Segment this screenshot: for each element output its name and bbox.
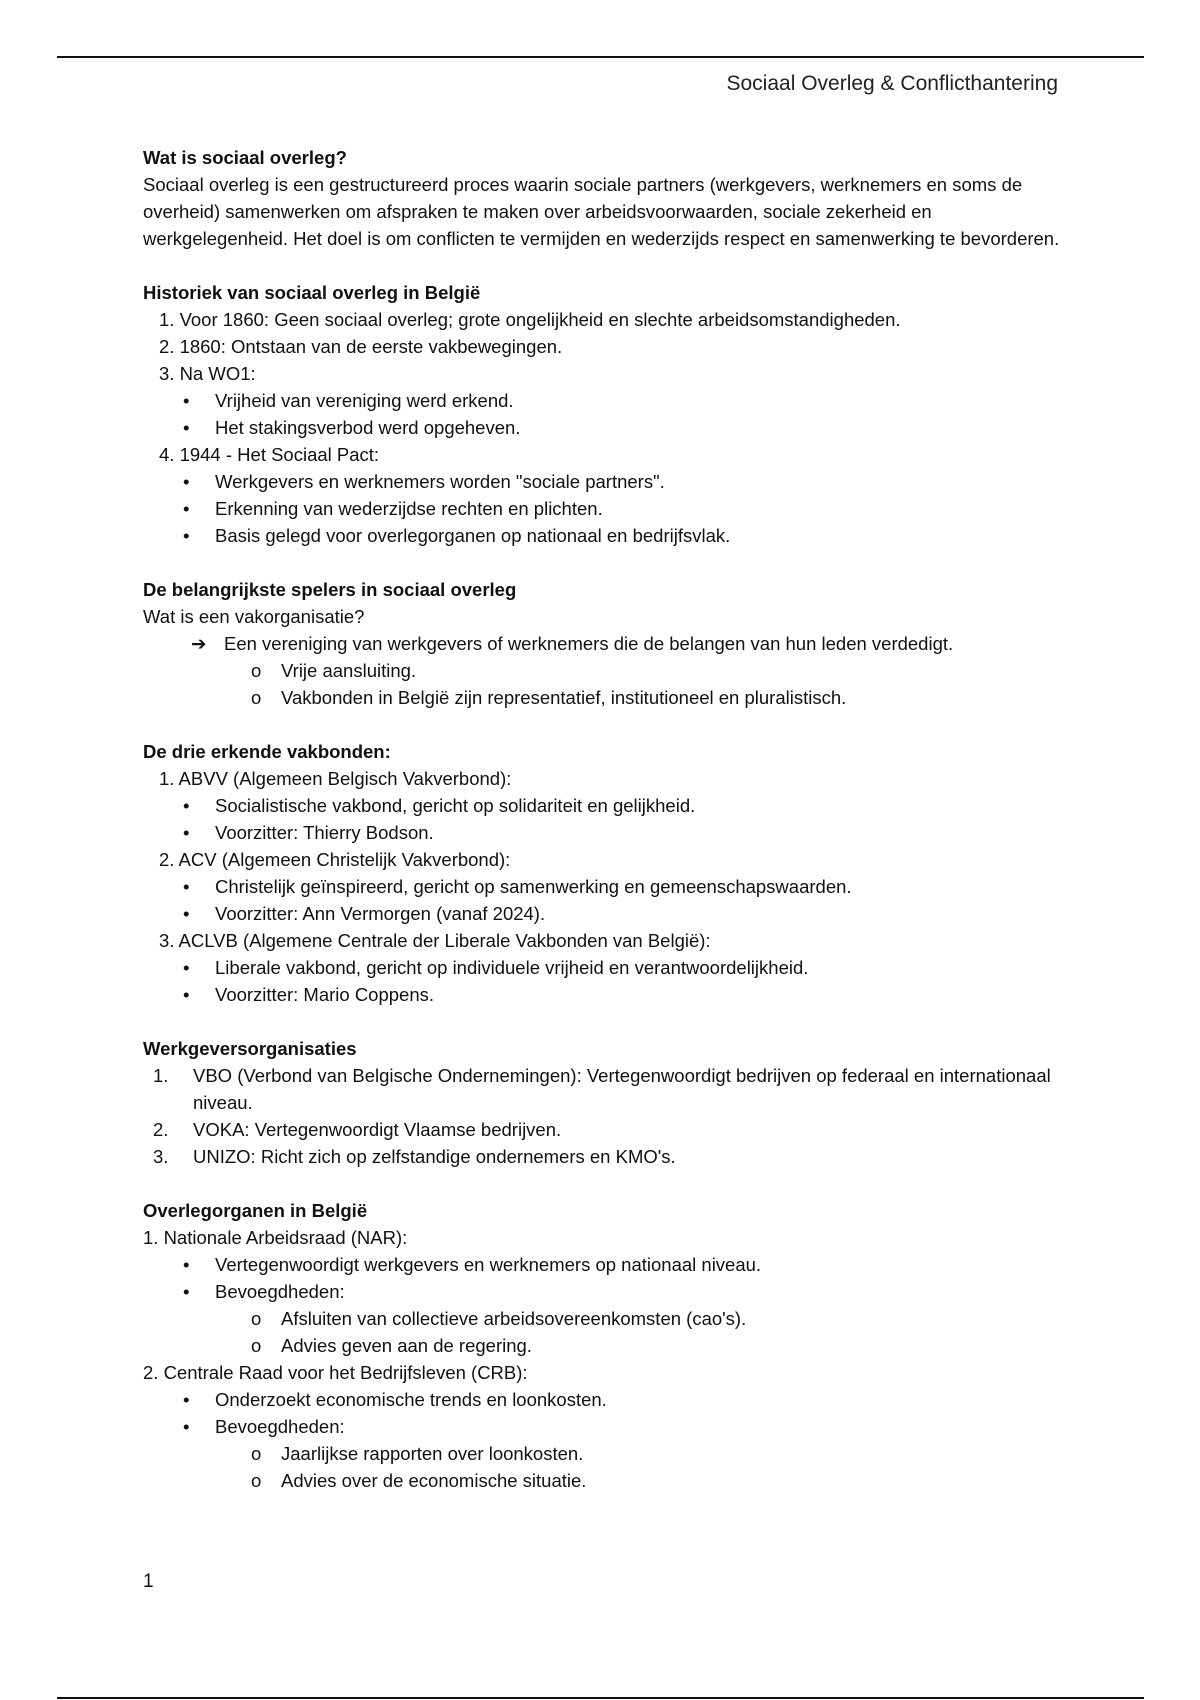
- section-bodies: [143, 1197, 1063, 1494]
- bullet-icon: •: [183, 876, 190, 897]
- sub-bullet-item: o Vrije aansluiting.: [143, 657, 1063, 684]
- list-item: 3. UNIZO: Richt zich op zelfstandige ondernemers en KMO's.: [153, 1146, 676, 1167]
- bullet-icon: •: [183, 957, 190, 978]
- bullet-icon: •: [183, 903, 190, 924]
- bullet-icon: •: [183, 390, 190, 411]
- section-heading: Historiek van sociaal overleg in België: [143, 282, 481, 303]
- list-item: 2. 1860: Ontstaan van de eerste vakbewegingen.: [159, 336, 563, 357]
- list-item: 1. VBO (Verbond van Belgische Ondernemingen): Vertegenwoordigt bedrijven op federaal en internationaal niveau.: [153, 1065, 1051, 1113]
- bullet-item: • Erkenning van wederzijdse rechten en plichten.: [143, 495, 1063, 522]
- list-item: 3. ACLVB (Algemene Centrale der Liberale Vakbonden van België):: [159, 930, 711, 951]
- bullet-item: • Voorzitter: Thierry Bodson.: [143, 819, 1063, 846]
- arrow-item: ➔ Een vereniging van werkgevers of werknemers die de belangen van hun leden verdedigt.: [143, 630, 1063, 657]
- bullet-icon: •: [183, 795, 190, 816]
- section-history: [143, 279, 1063, 549]
- section-heading: De belangrijkste spelers in sociaal overleg: [143, 579, 517, 600]
- page-number: 1: [143, 1571, 154, 1592]
- bullet-icon: •: [183, 1281, 190, 1302]
- section-heading: De drie erkende vakbonden:: [143, 741, 391, 762]
- arrow-right-icon: ➔: [191, 633, 207, 654]
- bullet-item: • Christelijk geïnspireerd, gericht op samenwerking en gemeenschapswaarden.: [143, 873, 1063, 900]
- document-body: [143, 144, 1063, 1521]
- bullet-icon: •: [183, 1416, 190, 1437]
- question: Wat is een vakorganisatie?: [143, 606, 365, 627]
- bullet-item: • Vrijheid van vereniging werd erkend.: [143, 387, 1063, 414]
- bullet-item: • Voorzitter: Ann Vermorgen (vanaf 2024).: [143, 900, 1063, 927]
- bullet-icon: •: [183, 471, 190, 492]
- list-item: 2. Centrale Raad voor het Bedrijfsleven (CRB):: [143, 1362, 528, 1383]
- sub-bullet-item: o Advies over de economische situatie.: [143, 1467, 1063, 1494]
- bullet-icon: •: [183, 525, 190, 546]
- section-what-is: [143, 144, 1063, 252]
- bullet-icon: •: [183, 984, 190, 1005]
- list-item: 1. Nationale Arbeidsraad (NAR):: [143, 1227, 408, 1248]
- bullet-item: • Bevoegdheden:: [143, 1278, 1063, 1305]
- section-employers: [143, 1035, 1063, 1170]
- bullet-item: • Werkgevers en werknemers worden "sociale partners".: [143, 468, 1063, 495]
- bullet-item: • Het stakingsverbod werd opgeheven.: [143, 414, 1063, 441]
- bullet-item: • Socialistische vakbond, gericht op solidariteit en gelijkheid.: [143, 792, 1063, 819]
- bottom-rule: [57, 1697, 1144, 1699]
- sub-bullet-item: o Afsluiten van collectieve arbeidsovereenkomsten (cao's).: [143, 1305, 1063, 1332]
- top-rule: [57, 56, 1144, 58]
- circle-bullet-icon: o: [251, 660, 262, 681]
- sub-bullet-item: o Jaarlijkse rapporten over loonkosten.: [143, 1440, 1063, 1467]
- sub-bullet-item: o Vakbonden in België zijn representatief, institutioneel en pluralistisch.: [143, 684, 1063, 711]
- sub-bullet-item: o Advies geven aan de regering.: [143, 1332, 1063, 1359]
- list-item: 2. VOKA: Vertegenwoordigt Vlaamse bedrijven.: [153, 1119, 562, 1140]
- section-heading: Wat is sociaal overleg?: [143, 147, 347, 168]
- bullet-icon: •: [183, 1254, 190, 1275]
- section-heading: Werkgeversorganisaties: [143, 1038, 357, 1059]
- circle-bullet-icon: o: [251, 1443, 262, 1464]
- section-heading: Overlegorganen in België: [143, 1200, 368, 1221]
- section-unions: [143, 738, 1063, 1008]
- bullet-icon: •: [183, 1389, 190, 1410]
- circle-bullet-icon: o: [251, 1470, 262, 1491]
- list-item: 3. Na WO1:: [159, 363, 256, 384]
- circle-bullet-icon: o: [251, 687, 262, 708]
- circle-bullet-icon: o: [251, 1308, 262, 1329]
- bullet-item: • Onderzoekt economische trends en loonkosten.: [143, 1386, 1063, 1413]
- list-item: 4. 1944 - Het Sociaal Pact:: [159, 444, 380, 465]
- bullet-item: • Bevoegdheden:: [143, 1413, 1063, 1440]
- bullet-icon: •: [183, 822, 190, 843]
- bullet-icon: •: [183, 417, 190, 438]
- circle-bullet-icon: o: [251, 1335, 262, 1356]
- bullet-item: • Voorzitter: Mario Coppens.: [143, 981, 1063, 1008]
- bullet-item: • Vertegenwoordigt werkgevers en werknemers op nationaal niveau.: [143, 1251, 1063, 1278]
- section-players: [143, 576, 1063, 711]
- list-item: 2. ACV (Algemeen Christelijk Vakverbond):: [159, 849, 511, 870]
- bullet-item: • Basis gelegd voor overlegorganen op nationaal en bedrijfsvlak.: [143, 522, 1063, 549]
- page-header: Sociaal Overleg & Conflicthantering: [726, 72, 1058, 95]
- bullet-icon: •: [183, 498, 190, 519]
- paragraph: Sociaal overleg is een gestructureerd proces waarin sociale partners (werkgevers, werknemers en soms de overheid) samenwerken om afspraken te maken over arbeidsvoorwaarden, sociale zekerheid en werkgelegenheid. Het doel is om conflicten te vermijden en wederzijds respect en samenwerking te bevorderen.: [143, 174, 1060, 249]
- list-item: 1. ABVV (Algemeen Belgisch Vakverbond):: [159, 768, 512, 789]
- bullet-item: • Liberale vakbond, gericht op individuele vrijheid en verantwoordelijkheid.: [143, 954, 1063, 981]
- list-item: 1. Voor 1860: Geen sociaal overleg; grote ongelijkheid en slechte arbeidsomstandigheden.: [159, 309, 901, 330]
